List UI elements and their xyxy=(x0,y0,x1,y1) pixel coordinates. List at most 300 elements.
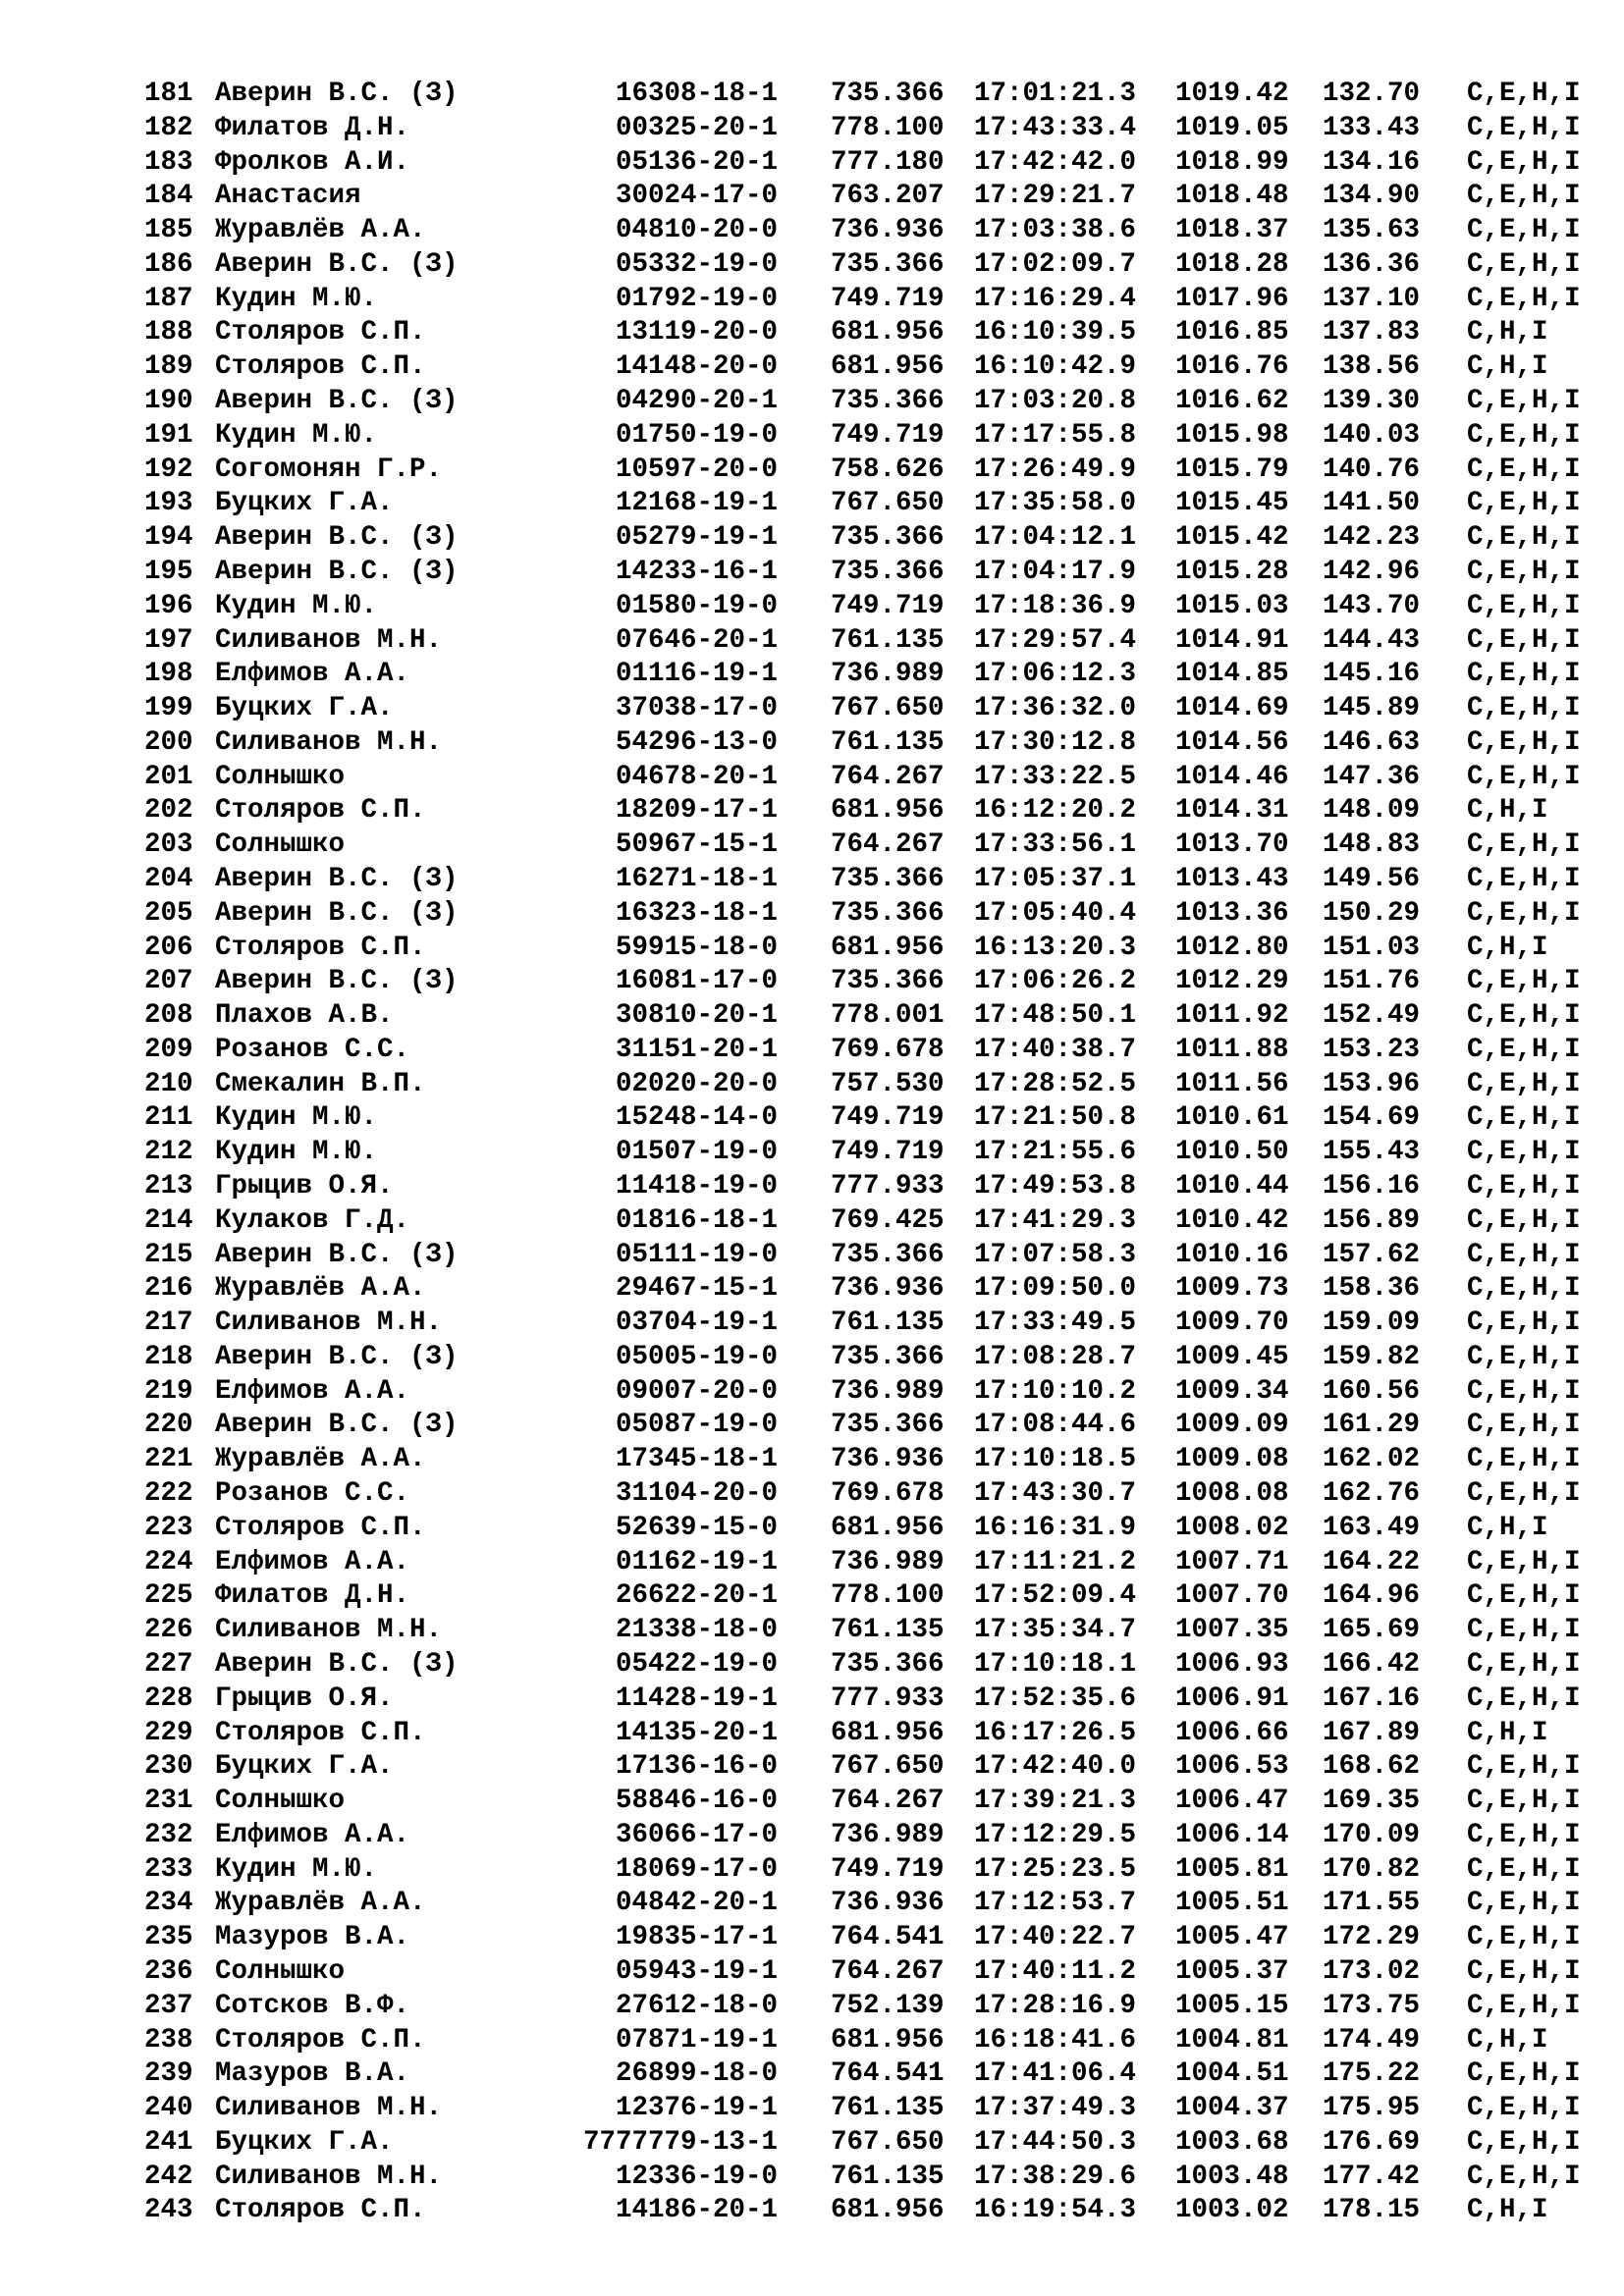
coefficient: 160.56 xyxy=(1323,1375,1421,1407)
distance: 761.135 xyxy=(831,624,945,656)
fancier-name: Аверин В.С. (З) xyxy=(215,386,459,417)
speed: 1015.45 xyxy=(1175,488,1289,519)
distance: 681.956 xyxy=(831,932,945,963)
place-number: 193 xyxy=(144,488,193,519)
speed: 1016.85 xyxy=(1175,317,1289,348)
category-flags: C,E,H,I xyxy=(1467,761,1581,792)
distance: 681.956 xyxy=(831,2024,945,2056)
arrival-time: 17:04:17.9 xyxy=(974,556,1137,587)
category-flags: C,E,H,I xyxy=(1467,2058,1581,2090)
fancier-name: Журавлёв А.А. xyxy=(215,215,426,246)
distance: 681.956 xyxy=(831,2195,945,2226)
ring-number: 05422-19-0 xyxy=(615,1648,778,1680)
distance: 761.135 xyxy=(831,2161,945,2192)
place-number: 235 xyxy=(144,1922,193,1953)
ring-number: 04678-20-1 xyxy=(615,761,778,792)
place-number: 208 xyxy=(144,1000,193,1032)
category-flags: C,H,I xyxy=(1467,351,1548,383)
ring-number: 50967-15-1 xyxy=(615,829,778,861)
speed: 1014.56 xyxy=(1175,726,1289,758)
coefficient: 176.69 xyxy=(1323,2126,1421,2158)
distance: 681.956 xyxy=(831,795,945,827)
category-flags: C,H,I xyxy=(1467,2024,1548,2056)
coefficient: 147.36 xyxy=(1323,761,1421,792)
distance: 749.719 xyxy=(831,283,945,314)
speed: 1019.42 xyxy=(1175,79,1289,109)
fancier-name: Елфимов А.А. xyxy=(215,659,410,690)
distance: 735.366 xyxy=(831,522,945,554)
ring-number: 30024-17-0 xyxy=(615,181,778,212)
place-number: 239 xyxy=(144,2058,193,2090)
ring-number: 03704-19-1 xyxy=(615,1308,778,1339)
fancier-name: Розанов С.С. xyxy=(215,1034,410,1065)
coefficient: 139.30 xyxy=(1323,386,1421,417)
coefficient: 142.23 xyxy=(1323,522,1421,554)
ring-number: 59915-18-0 xyxy=(615,932,778,963)
fancier-name: Столяров С.П. xyxy=(215,795,426,827)
category-flags: C,E,H,I xyxy=(1467,1922,1581,1953)
ring-number: 16323-18-1 xyxy=(615,897,778,929)
arrival-time: 17:09:50.0 xyxy=(974,1273,1137,1305)
speed: 1016.62 xyxy=(1175,386,1289,417)
ring-number: 13119-20-0 xyxy=(615,317,778,348)
category-flags: C,E,H,I xyxy=(1467,1068,1581,1099)
category-flags: C,E,H,I xyxy=(1467,1341,1581,1372)
speed: 1008.08 xyxy=(1175,1478,1289,1510)
arrival-time: 16:18:41.6 xyxy=(974,2024,1137,2056)
place-number: 240 xyxy=(144,2093,193,2124)
ring-number: 05943-19-1 xyxy=(615,1955,778,1987)
fancier-name: Сотсков В.Ф. xyxy=(215,1990,410,2021)
distance: 735.366 xyxy=(831,1341,945,1372)
arrival-time: 17:37:49.3 xyxy=(974,2093,1137,2124)
distance: 767.650 xyxy=(831,1751,945,1783)
distance: 749.719 xyxy=(831,419,945,451)
ring-number: 02020-20-0 xyxy=(615,1068,778,1099)
coefficient: 144.43 xyxy=(1323,624,1421,656)
distance: 778.100 xyxy=(831,1580,945,1612)
speed: 1006.66 xyxy=(1175,1717,1289,1748)
arrival-time: 17:08:44.6 xyxy=(974,1410,1137,1441)
ring-number: 12336-19-0 xyxy=(615,2161,778,2192)
ring-number: 14186-20-1 xyxy=(615,2195,778,2226)
place-number: 213 xyxy=(144,1171,193,1201)
distance: 769.678 xyxy=(831,1034,945,1065)
ring-number: 12168-19-1 xyxy=(615,488,778,519)
category-flags: C,E,H,I xyxy=(1467,1273,1581,1305)
ring-number: 01507-19-0 xyxy=(615,1137,778,1168)
fancier-name: Аверин В.С. (З) xyxy=(215,79,459,109)
place-number: 236 xyxy=(144,1955,193,1987)
ring-number: 16081-17-0 xyxy=(615,966,778,997)
ring-number: 14148-20-0 xyxy=(615,351,778,383)
arrival-time: 17:12:53.7 xyxy=(974,1888,1137,1919)
place-number: 241 xyxy=(144,2126,193,2158)
fancier-name: Кудин М.Ю. xyxy=(215,590,378,621)
category-flags: C,E,H,I xyxy=(1467,863,1581,894)
arrival-time: 16:16:31.9 xyxy=(974,1512,1137,1543)
fancier-name: Столяров С.П. xyxy=(215,2195,426,2226)
ring-number: 01816-18-1 xyxy=(615,1204,778,1236)
fancier-name: Буцких Г.А. xyxy=(215,693,394,724)
distance: 749.719 xyxy=(831,1102,945,1134)
distance: 735.366 xyxy=(831,1410,945,1441)
category-flags: C,E,H,I xyxy=(1467,659,1581,690)
arrival-time: 17:43:30.7 xyxy=(974,1478,1137,1510)
distance: 769.678 xyxy=(831,1478,945,1510)
coefficient: 153.23 xyxy=(1323,1034,1421,1065)
category-flags: C,E,H,I xyxy=(1467,1819,1581,1850)
place-number: 186 xyxy=(144,248,193,280)
fancier-name: Силиванов М.Н. xyxy=(215,1308,443,1339)
fancier-name: Розанов С.С. xyxy=(215,1478,410,1510)
distance: 778.100 xyxy=(831,112,945,143)
place-number: 188 xyxy=(144,317,193,348)
distance: 767.650 xyxy=(831,693,945,724)
arrival-time: 17:33:49.5 xyxy=(974,1308,1137,1339)
distance: 736.989 xyxy=(831,1546,945,1577)
fancier-name: Аверин В.С. (З) xyxy=(215,1239,459,1270)
distance: 778.001 xyxy=(831,1000,945,1032)
distance: 749.719 xyxy=(831,590,945,621)
speed: 1012.80 xyxy=(1175,932,1289,963)
distance: 681.956 xyxy=(831,1512,945,1543)
distance: 736.936 xyxy=(831,1888,945,1919)
arrival-time: 17:10:10.2 xyxy=(974,1375,1137,1407)
ring-number: 01116-19-1 xyxy=(615,659,778,690)
distance: 764.267 xyxy=(831,1786,945,1817)
place-number: 233 xyxy=(144,1853,193,1885)
ring-number: 05087-19-0 xyxy=(615,1410,778,1441)
speed: 1015.03 xyxy=(1175,590,1289,621)
fancier-name: Кудин М.Ю. xyxy=(215,419,378,451)
ring-number: 18209-17-1 xyxy=(615,795,778,827)
place-number: 215 xyxy=(144,1239,193,1270)
fancier-name: Елфимов А.А. xyxy=(215,1819,410,1850)
arrival-time: 17:03:38.6 xyxy=(974,215,1137,246)
distance: 777.933 xyxy=(831,1171,945,1201)
ring-number: 31104-20-0 xyxy=(615,1478,778,1510)
coefficient: 173.75 xyxy=(1323,1990,1421,2021)
coefficient: 170.09 xyxy=(1323,1819,1421,1850)
fancier-name: Силиванов М.Н. xyxy=(215,624,443,656)
ring-number: 01750-19-0 xyxy=(615,419,778,451)
arrival-time: 17:36:32.0 xyxy=(974,693,1137,724)
speed: 1015.79 xyxy=(1175,454,1289,485)
ring-number: 10597-20-0 xyxy=(615,454,778,485)
coefficient: 151.76 xyxy=(1323,966,1421,997)
coefficient: 152.49 xyxy=(1323,1000,1421,1032)
category-flags: C,E,H,I xyxy=(1467,522,1581,554)
fancier-name: Столяров С.П. xyxy=(215,351,426,383)
distance: 761.135 xyxy=(831,1308,945,1339)
place-number: 212 xyxy=(144,1137,193,1168)
ring-number: 04290-20-1 xyxy=(615,386,778,417)
ring-number: 14135-20-1 xyxy=(615,1717,778,1748)
coefficient: 161.29 xyxy=(1323,1410,1421,1441)
place-number: 189 xyxy=(144,351,193,383)
fancier-name: Кудин М.Ю. xyxy=(215,1102,378,1134)
place-number: 187 xyxy=(144,283,193,314)
place-number: 197 xyxy=(144,624,193,656)
arrival-time: 17:40:38.7 xyxy=(974,1034,1137,1065)
coefficient: 167.16 xyxy=(1323,1682,1421,1714)
fancier-name: Журавлёв А.А. xyxy=(215,1273,426,1305)
category-flags: C,E,H,I xyxy=(1467,181,1581,212)
speed: 1007.35 xyxy=(1175,1615,1289,1646)
arrival-time: 16:17:26.5 xyxy=(974,1717,1137,1748)
category-flags: C,E,H,I xyxy=(1467,419,1581,451)
coefficient: 162.02 xyxy=(1323,1444,1421,1475)
ring-number: 54296-13-0 xyxy=(615,726,778,758)
distance: 735.366 xyxy=(831,248,945,280)
speed: 1015.28 xyxy=(1175,556,1289,587)
category-flags: C,E,H,I xyxy=(1467,248,1581,280)
ring-number: 15248-14-0 xyxy=(615,1102,778,1134)
place-number: 226 xyxy=(144,1615,193,1646)
speed: 1003.48 xyxy=(1175,2161,1289,2192)
arrival-time: 17:02:09.7 xyxy=(974,248,1137,280)
coefficient: 132.70 xyxy=(1323,79,1421,109)
distance: 769.425 xyxy=(831,1204,945,1236)
speed: 1010.42 xyxy=(1175,1204,1289,1236)
ring-number: 01792-19-0 xyxy=(615,283,778,314)
place-number: 232 xyxy=(144,1819,193,1850)
place-number: 225 xyxy=(144,1580,193,1612)
category-flags: C,E,H,I xyxy=(1467,1615,1581,1646)
speed: 1010.50 xyxy=(1175,1137,1289,1168)
distance: 777.180 xyxy=(831,146,945,178)
speed: 1006.47 xyxy=(1175,1786,1289,1817)
fancier-name: Грыцив О.Я. xyxy=(215,1171,394,1201)
fancier-name: Столяров С.П. xyxy=(215,1512,426,1543)
place-number: 242 xyxy=(144,2161,193,2192)
coefficient: 175.95 xyxy=(1323,2093,1421,2124)
place-number: 207 xyxy=(144,966,193,997)
coefficient: 174.49 xyxy=(1323,2024,1421,2056)
coefficient: 134.90 xyxy=(1323,181,1421,212)
arrival-time: 17:07:58.3 xyxy=(974,1239,1137,1270)
coefficient: 137.83 xyxy=(1323,317,1421,348)
distance: 735.366 xyxy=(831,863,945,894)
category-flags: C,E,H,I xyxy=(1467,1648,1581,1680)
place-number: 217 xyxy=(144,1308,193,1339)
arrival-time: 17:28:16.9 xyxy=(974,1990,1137,2021)
place-number: 234 xyxy=(144,1888,193,1919)
ring-number: 01580-19-0 xyxy=(615,590,778,621)
distance: 735.366 xyxy=(831,386,945,417)
distance: 735.366 xyxy=(831,966,945,997)
arrival-time: 17:10:18.1 xyxy=(974,1648,1137,1680)
fancier-name: Мазуров В.А. xyxy=(215,1922,410,1953)
speed: 1006.93 xyxy=(1175,1648,1289,1680)
ring-number: 07646-20-1 xyxy=(615,624,778,656)
speed: 1005.51 xyxy=(1175,1888,1289,1919)
arrival-time: 16:13:20.3 xyxy=(974,932,1137,963)
fancier-name: Аверин В.С. (З) xyxy=(215,1410,459,1441)
coefficient: 168.62 xyxy=(1323,1751,1421,1783)
coefficient: 135.63 xyxy=(1323,215,1421,246)
fancier-name: Силиванов М.Н. xyxy=(215,726,443,758)
place-number: 205 xyxy=(144,897,193,929)
speed: 1006.14 xyxy=(1175,1819,1289,1850)
category-flags: C,E,H,I xyxy=(1467,283,1581,314)
coefficient: 159.09 xyxy=(1323,1308,1421,1339)
coefficient: 140.76 xyxy=(1323,454,1421,485)
fancier-name: Кудин М.Ю. xyxy=(215,1137,378,1168)
speed: 1018.99 xyxy=(1175,146,1289,178)
category-flags: C,E,H,I xyxy=(1467,897,1581,929)
speed: 1006.91 xyxy=(1175,1682,1289,1714)
arrival-time: 17:29:21.7 xyxy=(974,181,1137,212)
place-number: 194 xyxy=(144,522,193,554)
place-number: 206 xyxy=(144,932,193,963)
place-number: 202 xyxy=(144,795,193,827)
arrival-time: 17:42:40.0 xyxy=(974,1751,1137,1783)
category-flags: C,E,H,I xyxy=(1467,1308,1581,1339)
distance: 764.267 xyxy=(831,761,945,792)
distance: 764.541 xyxy=(831,1922,945,1953)
coefficient: 164.96 xyxy=(1323,1580,1421,1612)
arrival-time: 17:48:50.1 xyxy=(974,1000,1137,1032)
place-number: 181 xyxy=(144,79,193,109)
arrival-time: 17:06:12.3 xyxy=(974,659,1137,690)
category-flags: C,E,H,I xyxy=(1467,1239,1581,1270)
distance: 736.989 xyxy=(831,1819,945,1850)
fancier-name: Солнышко xyxy=(215,1786,346,1817)
coefficient: 156.89 xyxy=(1323,1204,1421,1236)
distance: 764.267 xyxy=(831,1955,945,1987)
fancier-name: Аверин В.С. (З) xyxy=(215,1341,459,1372)
fancier-name: Согомонян Г.Р. xyxy=(215,454,443,485)
category-flags: C,E,H,I xyxy=(1467,1786,1581,1817)
speed: 1005.15 xyxy=(1175,1990,1289,2021)
arrival-time: 17:44:50.3 xyxy=(974,2126,1137,2158)
ring-number: 04842-20-1 xyxy=(615,1888,778,1919)
fancier-name: Аверин В.С. (З) xyxy=(215,522,459,554)
category-flags: C,E,H,I xyxy=(1467,488,1581,519)
speed: 1017.96 xyxy=(1175,283,1289,314)
category-flags: C,E,H,I xyxy=(1467,1478,1581,1510)
place-number: 210 xyxy=(144,1068,193,1099)
distance: 736.989 xyxy=(831,1375,945,1407)
speed: 1009.34 xyxy=(1175,1375,1289,1407)
category-flags: C,E,H,I xyxy=(1467,556,1581,587)
arrival-time: 17:33:56.1 xyxy=(974,829,1137,861)
distance: 761.135 xyxy=(831,1615,945,1646)
speed: 1014.69 xyxy=(1175,693,1289,724)
place-number: 204 xyxy=(144,863,193,894)
category-flags: C,E,H,I xyxy=(1467,1410,1581,1441)
place-number: 231 xyxy=(144,1786,193,1817)
speed: 1014.31 xyxy=(1175,795,1289,827)
coefficient: 162.76 xyxy=(1323,1478,1421,1510)
ring-number: 30810-20-1 xyxy=(615,1000,778,1032)
arrival-time: 17:04:12.1 xyxy=(974,522,1137,554)
fancier-name: Столяров С.П. xyxy=(215,317,426,348)
ring-number: 11418-19-0 xyxy=(615,1171,778,1201)
ring-number: 09007-20-0 xyxy=(615,1375,778,1407)
place-number: 203 xyxy=(144,829,193,861)
coefficient: 140.03 xyxy=(1323,419,1421,451)
category-flags: C,E,H,I xyxy=(1467,1546,1581,1577)
arrival-time: 17:11:21.2 xyxy=(974,1546,1137,1577)
category-flags: C,E,H,I xyxy=(1467,624,1581,656)
arrival-time: 17:21:50.8 xyxy=(974,1102,1137,1134)
fancier-name: Столяров С.П. xyxy=(215,932,426,963)
distance: 777.933 xyxy=(831,1682,945,1714)
arrival-time: 17:17:55.8 xyxy=(974,419,1137,451)
ring-number: 01162-19-1 xyxy=(615,1546,778,1577)
speed: 1004.81 xyxy=(1175,2024,1289,2056)
ring-number: 29467-15-1 xyxy=(615,1273,778,1305)
arrival-time: 17:26:49.9 xyxy=(974,454,1137,485)
fancier-name: Аверин В.С. (З) xyxy=(215,248,459,280)
speed: 1014.46 xyxy=(1175,761,1289,792)
distance: 767.650 xyxy=(831,2126,945,2158)
ring-number: 07871-19-1 xyxy=(615,2024,778,2056)
ring-number: 21338-18-0 xyxy=(615,1615,778,1646)
place-number: 198 xyxy=(144,659,193,690)
speed: 1011.88 xyxy=(1175,1034,1289,1065)
speed: 1009.09 xyxy=(1175,1410,1289,1441)
coefficient: 171.55 xyxy=(1323,1888,1421,1919)
distance: 767.650 xyxy=(831,488,945,519)
speed: 1010.61 xyxy=(1175,1102,1289,1134)
category-flags: C,H,I xyxy=(1467,932,1548,963)
speed: 1014.91 xyxy=(1175,624,1289,656)
category-flags: C,H,I xyxy=(1467,2195,1548,2226)
category-flags: C,E,H,I xyxy=(1467,1204,1581,1236)
category-flags: C,E,H,I xyxy=(1467,2161,1581,2192)
place-number: 238 xyxy=(144,2024,193,2056)
distance: 764.267 xyxy=(831,829,945,861)
category-flags: C,E,H,I xyxy=(1467,829,1581,861)
place-number: 220 xyxy=(144,1410,193,1441)
arrival-time: 16:12:20.2 xyxy=(974,795,1137,827)
ring-number: 18069-17-0 xyxy=(615,1853,778,1885)
arrival-time: 17:40:11.2 xyxy=(974,1955,1137,1987)
coefficient: 145.16 xyxy=(1323,659,1421,690)
speed: 1011.56 xyxy=(1175,1068,1289,1099)
coefficient: 155.43 xyxy=(1323,1137,1421,1168)
speed: 1015.98 xyxy=(1175,419,1289,451)
speed: 1011.92 xyxy=(1175,1000,1289,1032)
arrival-time: 17:01:21.3 xyxy=(974,79,1137,109)
arrival-time: 17:05:37.1 xyxy=(974,863,1137,894)
coefficient: 138.56 xyxy=(1323,351,1421,383)
fancier-name: Елфимов А.А. xyxy=(215,1546,410,1577)
fancier-name: Мазуров В.А. xyxy=(215,2058,410,2090)
place-number: 190 xyxy=(144,386,193,417)
fancier-name: Солнышко xyxy=(215,761,346,792)
fancier-name: Филатов Д.Н. xyxy=(215,112,410,143)
arrival-time: 17:12:29.5 xyxy=(974,1819,1137,1850)
distance: 736.936 xyxy=(831,1273,945,1305)
coefficient: 133.43 xyxy=(1323,112,1421,143)
category-flags: C,E,H,I xyxy=(1467,726,1581,758)
category-flags: C,E,H,I xyxy=(1467,1000,1581,1032)
distance: 735.366 xyxy=(831,556,945,587)
arrival-time: 17:33:22.5 xyxy=(974,761,1137,792)
ring-number: 58846-16-0 xyxy=(615,1786,778,1817)
coefficient: 169.35 xyxy=(1323,1786,1421,1817)
ring-number: 31151-20-1 xyxy=(615,1034,778,1065)
arrival-time: 17:41:06.4 xyxy=(974,2058,1137,2090)
place-number: 192 xyxy=(144,454,193,485)
coefficient: 173.02 xyxy=(1323,1955,1421,1987)
distance: 749.719 xyxy=(831,1137,945,1168)
